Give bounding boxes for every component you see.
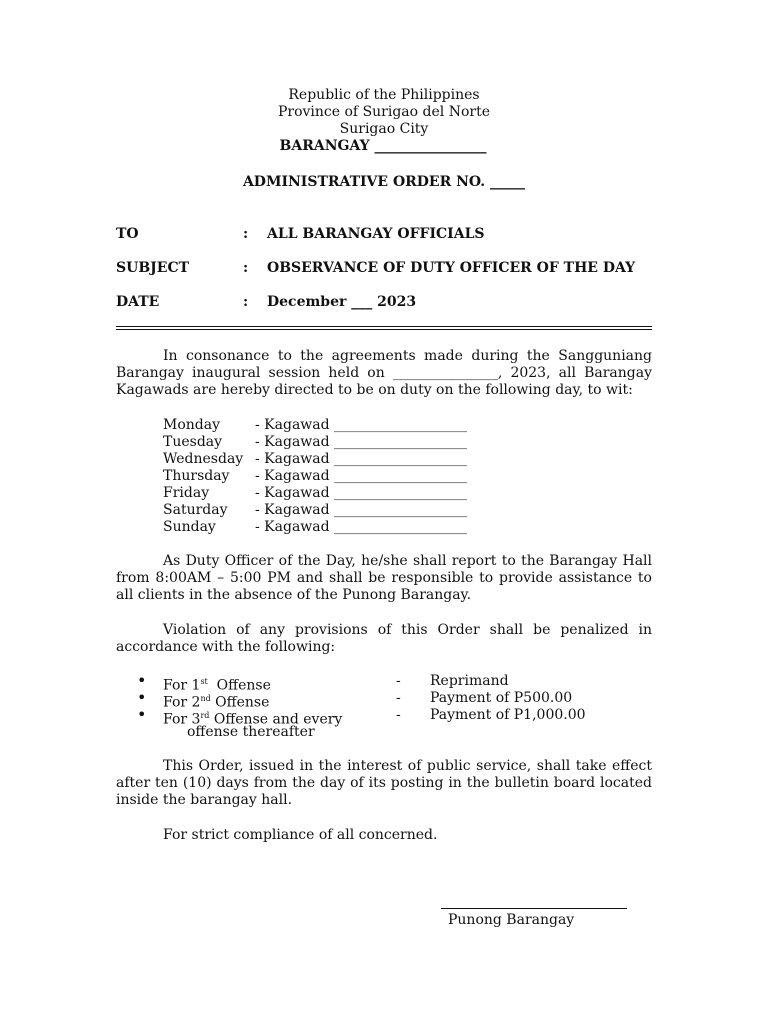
offense-penalty: Payment of P500.00 (430, 690, 573, 706)
bullet-icon: • (137, 688, 147, 707)
city-line: Surigao City (339, 121, 429, 137)
schedule-assignment: - Kagawad ___________________ (255, 451, 468, 467)
memo-subject-value: OBSERVANCE OF DUTY OFFICER OF THE DAY (267, 260, 636, 276)
effectivity-paragraph: This Order, issued in the interest of public service, shall take effect after ten (10) days from the day of its posting in the bulletin board located inside the barangay hall. (116, 758, 652, 808)
schedule-day: Saturday (163, 502, 228, 518)
schedule-day: Tuesday (163, 434, 223, 450)
memo-date-colon: : (243, 294, 249, 310)
offense-row (116, 688, 652, 711)
bullet-icon: • (137, 671, 147, 690)
offense-penalty: Payment of P1,000.00 (430, 707, 586, 723)
signature-line (441, 908, 627, 909)
duty-paragraph: As Duty Officer of the Day, he/she shall report to the Barangay Hall from 8:00AM – 5:00 PM and shall be responsible to provide assistance to all clients in the absence of the Punong Barangay. (116, 553, 652, 603)
schedule-assignment: - Kagawad ___________________ (255, 502, 468, 518)
offense-dash: - (396, 673, 401, 689)
offense-label: For 1st Offense (163, 677, 271, 694)
barangay-line: BARANGAY ________________ (279, 138, 487, 154)
bullet-icon: • (137, 705, 147, 724)
offense-label: For 2nd Offense (163, 694, 270, 711)
offense-label: For 3rd Offense and every (163, 711, 343, 728)
schedule-day: Thursday (163, 468, 230, 484)
signature-title: Punong Barangay (448, 912, 575, 928)
letterhead (116, 87, 652, 155)
double-rule-bottom (116, 329, 652, 330)
offense-dash: - (396, 690, 401, 706)
offense-dash: - (396, 707, 401, 723)
offense-continuation: offense thereafter (187, 724, 315, 740)
memo-to-colon: : (243, 226, 249, 242)
schedule-assignment: - Kagawad ___________________ (255, 519, 468, 535)
schedule-assignment: - Kagawad ___________________ (255, 485, 468, 501)
offense-row (116, 705, 652, 728)
schedule-assignment: - Kagawad ___________________ (255, 434, 468, 450)
offense-penalty: Reprimand (430, 673, 509, 689)
order-title: ADMINISTRATIVE ORDER NO. _____ (242, 174, 526, 190)
country-line: Republic of the Philippines (288, 87, 480, 103)
closing-line: For strict compliance of all concerned. (163, 827, 438, 843)
schedule-day: Monday (163, 417, 220, 433)
schedule-assignment: - Kagawad ___________________ (255, 468, 468, 484)
schedule-day: Wednesday (163, 451, 244, 467)
double-rule-top (116, 326, 652, 327)
violation-paragraph: Violation of any provisions of this Order shall be penalized in accordance with the following: (116, 622, 652, 655)
intro-paragraph: In consonance to the agreements made during the Sangguniang Barangay inaugural session held on _______________, 2023, all Barangay Kagawads are hereby directed to be on duty on the following day, to wit: (116, 348, 652, 398)
memo-to-label: TO (116, 226, 139, 242)
memo-date-value: December ___ 2023 (267, 294, 417, 310)
memo-to-value: ALL BARANGAY OFFICIALS (267, 226, 485, 242)
schedule-day: Sunday (163, 519, 216, 535)
schedule-day: Friday (163, 485, 210, 501)
memo-date-label: DATE (116, 294, 160, 310)
offense-row (116, 671, 652, 694)
province-line: Province of Surigao del Norte (277, 104, 490, 120)
memo-subject-label: SUBJECT (116, 260, 190, 276)
schedule-assignment: - Kagawad ___________________ (255, 417, 468, 433)
offense-continuation-row (116, 724, 652, 741)
memo-subject-colon: : (243, 260, 249, 276)
